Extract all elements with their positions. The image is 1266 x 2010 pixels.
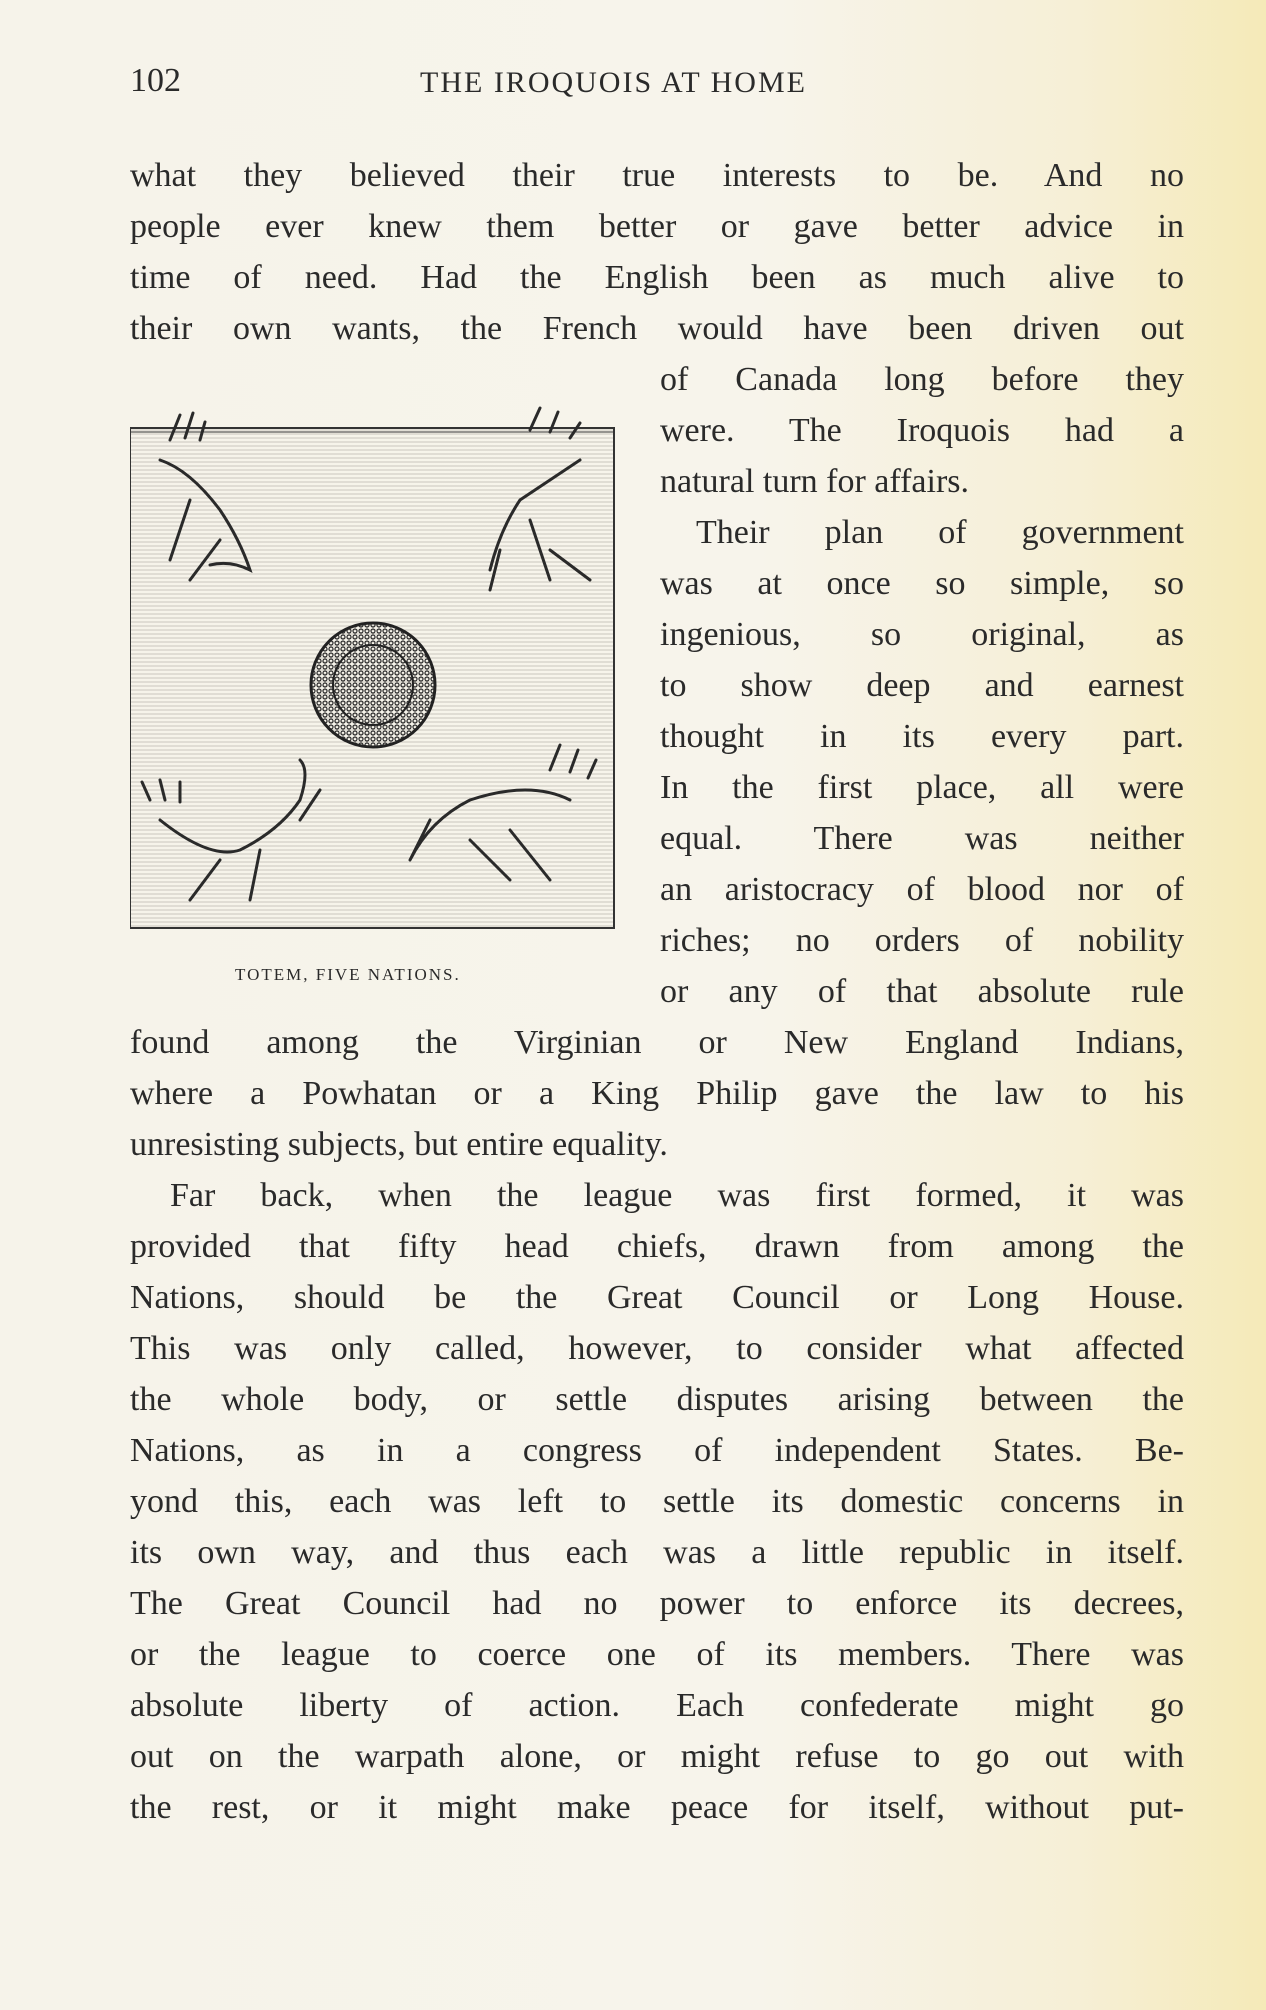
text-line: or the league to coerce one of its members. There was [130,1636,1184,1673]
top-paragraph [130,150,1184,354]
text-line: Far back, when the league was first formed, it was [170,1177,1184,1214]
text-line: provided that fifty head chiefs, drawn from among the [130,1228,1184,1265]
text-line: its own way, and thus each was a little republic in itself. [130,1534,1184,1571]
text-line: unresisting subjects, but entire equality. [130,1126,668,1163]
text-line: This was only called, however, to consider what affected [130,1330,1184,1367]
text-line: Nations, as in a congress of independent States. Be- [130,1432,1184,1469]
text-line: the rest, or it might make peace for itself, without put- [130,1789,1184,1826]
text-line: found among the Virginian or New England Indians, [130,1024,1184,1061]
text-line: people ever knew them better or gave better advice in [130,208,1184,245]
text-line: natural turn for affairs. [660,463,970,500]
text-line: Nations, should be the Great Council or Long House. [130,1279,1184,1316]
running-title: THE IROQUOIS AT HOME [420,66,807,99]
text-line: ingenious, so original, as [660,616,1184,653]
text-line: were. The Iroquois had a [660,412,1184,449]
totem-figure [130,400,616,930]
text-line: time of need. Had the English been as much alive to [130,259,1184,296]
wrapped-text-column [660,354,1184,1017]
page-number: 102 [130,62,181,99]
text-line: where a Powhatan or a King Philip gave the law to his [130,1075,1184,1112]
text-line: In the first place, all were [660,769,1184,806]
text-line: riches; no orders of nobility [660,922,1184,959]
text-line: an aristocracy of blood nor of [660,871,1184,908]
bottom-paragraphs [130,1017,1184,1833]
text-line: equal. There was neither [660,820,1184,857]
text-line: out on the warpath alone, or might refuse to go out with [130,1738,1184,1775]
text-line: of Canada long before they [660,361,1184,398]
text-line: thought in its every part. [660,718,1184,755]
page-header [130,62,1184,102]
text-line: the whole body, or settle disputes arising between the [130,1381,1184,1418]
text-line: to show deep and earnest [660,667,1184,704]
deer-totem-illustration [130,400,616,930]
text-line: their own wants, the French would have been driven out [130,310,1184,347]
text-line: The Great Council had no power to enforce its decrees, [130,1585,1184,1622]
text-line: what they believed their true interests to be. And no [130,157,1184,194]
text-line: absolute liberty of action. Each confederate might go [130,1687,1184,1724]
text-line: Their plan of government [696,514,1184,551]
text-line: was at once so simple, so [660,565,1184,602]
text-line: yond this, each was left to settle its domestic concerns in [130,1483,1184,1520]
figure-caption: TOTEM, FIVE NATIONS. [235,965,461,984]
text-line: or any of that absolute rule [660,973,1184,1010]
